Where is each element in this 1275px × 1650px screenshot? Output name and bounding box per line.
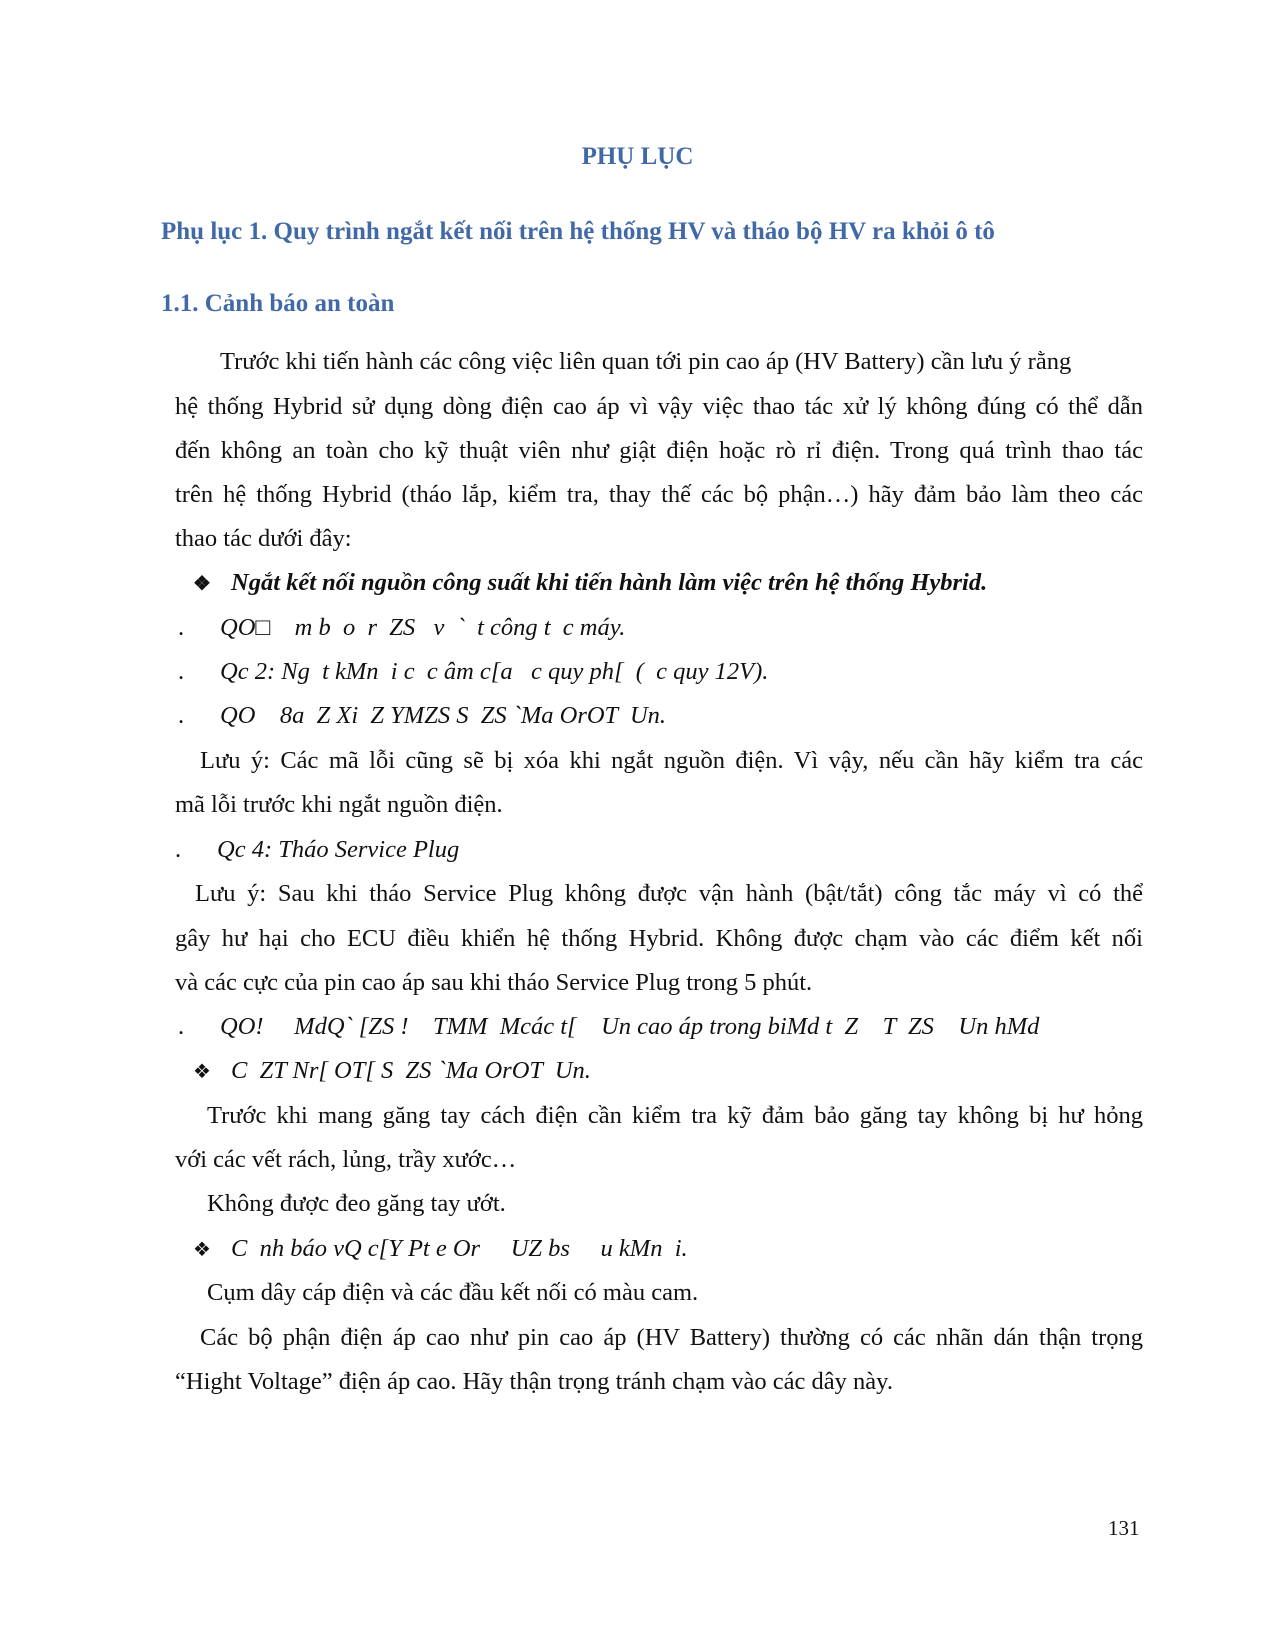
step-4 (175, 838, 459, 863)
intro-line-4: trên hệ thống Hybrid (tháo lắp, kiểm tra, thay thế các bộ phận…) hãy đảm bảo làm theo các (175, 481, 1143, 508)
step-3 (178, 704, 666, 729)
appendix-title: PHỤ LỤC (581, 143, 694, 170)
diamond-bullet-icon: ❖ (193, 1239, 211, 1261)
step-text: Qc 2: Ng t kMn i c c âm c[a c quy ph[ ( c quy 12V). (220, 658, 769, 685)
bullet-text: Ngắt kết nối nguồn công suất khi tiến hành làm việc trên hệ thống Hybrid. (231, 569, 988, 596)
step-dot: . (178, 614, 185, 641)
step-dot: . (175, 836, 182, 863)
step-text: QO! MdQ` [ZS ! TMM Mcác t[ Un cao áp trong biMd t Z T ZS Un hMd (220, 1013, 1040, 1040)
gloves-line-2: với các vết rách, lủng, trầy xước… (175, 1146, 517, 1173)
step-dot: . (178, 1013, 185, 1040)
intro-line-5: thao tác dưới đây: (175, 525, 352, 552)
wet-gloves-line: Không được đeo găng tay ướt. (207, 1190, 506, 1217)
diamond-bullet-icon: ❖ (193, 573, 211, 595)
section-heading: 1.1. Cảnh báo an toàn (161, 290, 395, 317)
bullet-text: C ZT Nr[ OT[ S ZS `Ma OrOT Un. (231, 1057, 591, 1084)
note-2-line-1: Lưu ý: Sau khi tháo Service Plug không được vận hành (bật/tắt) công tắc máy vì có thể (195, 880, 1143, 907)
note-1-line-2: mã lỗi trước khi ngắt nguồn điện. (175, 791, 503, 818)
note-1-line-1: Lưu ý: Các mã lỗi cũng sẽ bị xóa khi ngắt nguồn điện. Vì vậy, nếu cần hãy kiểm tra các (200, 747, 1143, 774)
step-2 (178, 660, 768, 685)
hv-line-1: Các bộ phận điện áp cao như pin cao áp (HV Battery) thường có các nhãn dán thận trọng (200, 1324, 1143, 1351)
note-2-line-3: và các cực của pin cao áp sau khi tháo Service Plug trong 5 phút. (175, 969, 813, 996)
step-text: QO 8a Z Xi Z YMZS S ZS `Ma OrOT Un. (220, 702, 667, 729)
step-5 (178, 1015, 1039, 1040)
step-1 (178, 616, 625, 641)
bullet-warning (193, 1237, 688, 1262)
step-text: Qc 4: Tháo Service Plug (217, 836, 460, 863)
page-number: 131 (1108, 1516, 1140, 1540)
gloves-line-1: Trước khi mang găng tay cách điện cần kiểm tra kỹ đảm bảo găng tay không bị hư hỏng (207, 1102, 1143, 1129)
bullet-text: C nh báo vQ c[Y Pt e Or UZ bs u kMn i. (231, 1235, 688, 1262)
intro-line-3: đến không an toàn cho kỹ thuật viên như giật điện hoặc rò rỉ điện. Trong quá trình thao tác (175, 437, 1143, 464)
step-text: QO□ m b o r ZS v ` t công t c máy. (220, 614, 626, 641)
diamond-bullet-icon: ❖ (193, 1061, 211, 1083)
intro-line-1: Trước khi tiến hành các công việc liên quan tới pin cao áp (HV Battery) cần lưu ý rằng (220, 348, 1072, 375)
step-dot: . (178, 702, 185, 729)
hv-line-2: “Hight Voltage” điện áp cao. Hãy thận trọng tránh chạm vào các dây này. (175, 1368, 893, 1395)
cable-line: Cụm dây cáp điện và các đầu kết nối có màu cam. (207, 1279, 699, 1306)
step-dot: . (178, 658, 185, 685)
note-2-line-2: gây hư hại cho ECU điều khiển hệ thống Hybrid. Không được chạm vào các điểm kết nối (175, 925, 1143, 952)
appendix-heading: Phụ lục 1. Quy trình ngắt kết nối trên hệ thống HV và tháo bộ HV ra khỏi ô tô (161, 218, 995, 245)
bullet-gloves (193, 1059, 591, 1084)
bullet-disconnect-power (193, 571, 987, 596)
intro-line-2: hệ thống Hybrid sử dụng dòng điện cao áp vì vậy việc thao tác xử lý không đúng có thể dẫn (175, 393, 1143, 420)
